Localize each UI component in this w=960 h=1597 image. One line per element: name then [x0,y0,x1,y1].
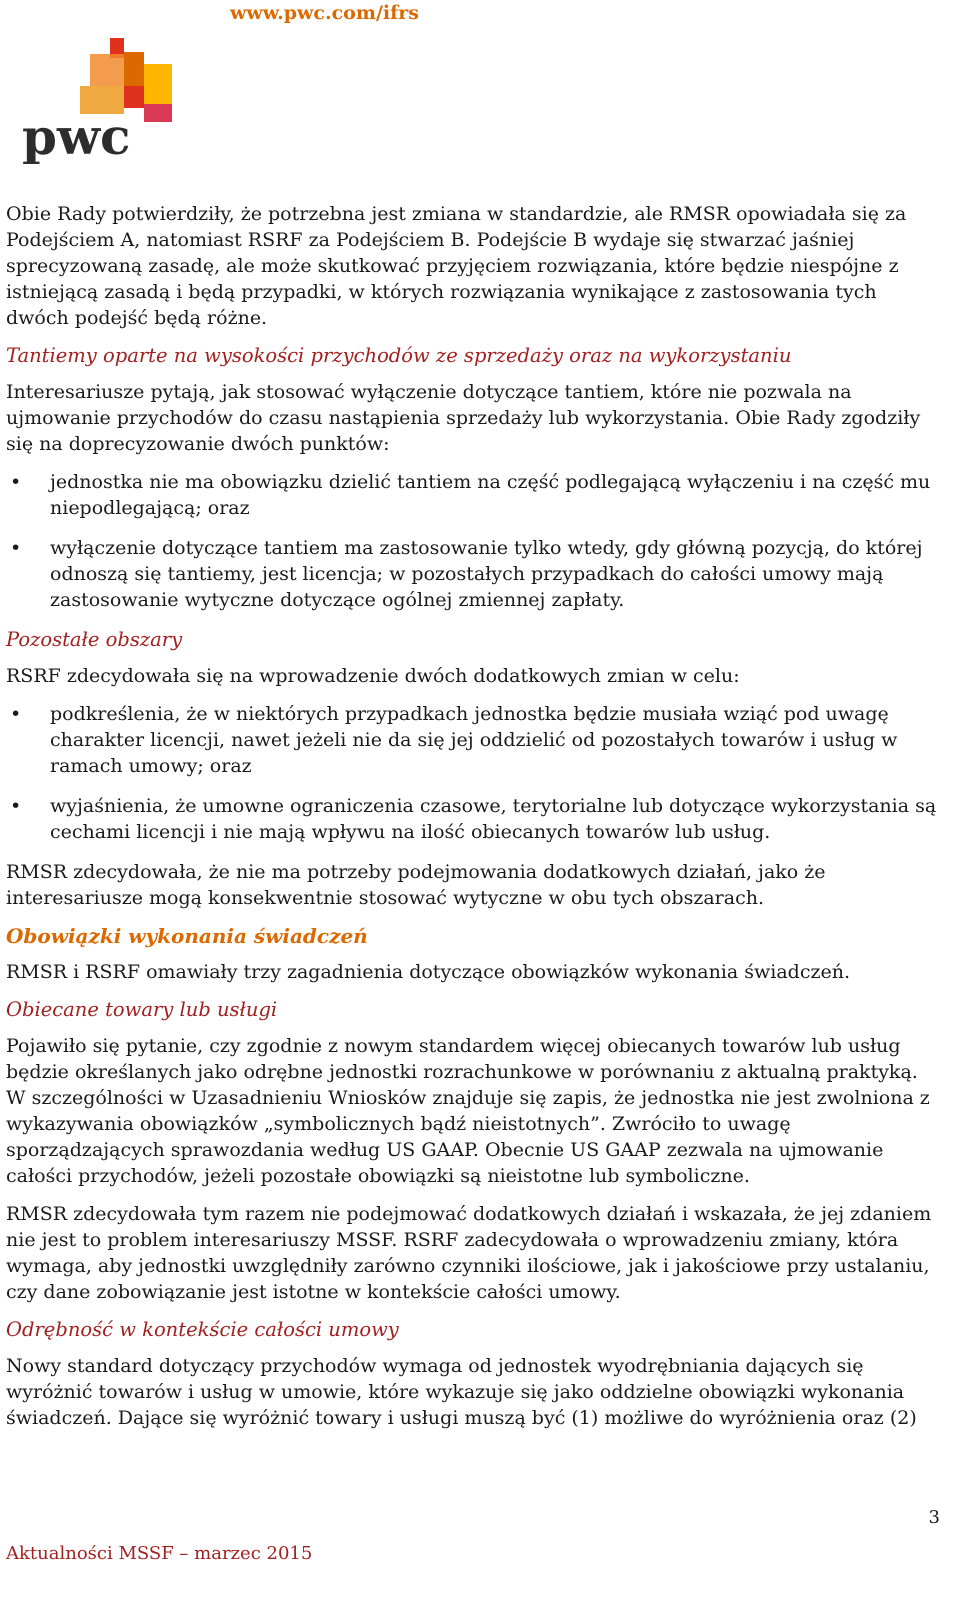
header-url[interactable]: www.pwc.com/ifrs [230,2,419,24]
list-item: • podkreślenia, że w niektórych przypadkach jednostka będzie musiała wziąć pod uwagę charakter licencji, nawet jeżeli nie da się jej oddzielić od pozostałych towarów i usług w ramach umowy; oraz [10,703,898,777]
other-paragraph: RSRF zdecydowała się na wprowadzenie dwóch dodatkowych zmian w celu: [6,665,740,687]
list-item: • jednostka nie ma obowiązku dzielić tantiem na część podlegającą wyłączeniu i na część mu niepodlegającą; oraz [10,471,931,519]
other-list [6,701,942,845]
main-content [6,201,942,1443]
heading-royalties: Tantiemy oparte na wysokości przychodów ze sprzedaży oraz na wykorzystaniu [6,344,792,367]
heading-other-areas: Pozostałe obszary [6,628,183,651]
heading-distinct: Odrębność w kontekście całości umowy [6,1318,399,1341]
royalties-paragraph: Interesariusze pytają, jak stosować wyłączenie dotyczące tantiem, które nie pozwala na ujmowanie przychodów do czasu nastąpienia sprzedaży lub wykorzystania. Obie Rady zgodziły się na doprecyzowanie dwóch punktów: [6,381,921,455]
obligations-paragraph: RMSR i RSRF omawiały trzy zagadnienia dotyczące obowiązków wykonania świadczeń. [6,961,850,983]
distinct-paragraph: Nowy standard dotyczący przychodów wymaga od jednostek wyodrębniania dających się wyróżnić towarów i usług w umowie, które wykazuje się jako oddzielne obowiązki wykonania świadczeń. Dające się wyróżnić towary i usługi muszą być (1) możliwe do wyróżnienia oraz (2) [6,1355,917,1429]
list-item: • wyłączenie dotyczące tantiem ma zastosowanie tylko wtedy, gdy główną pozycją, do której odnoszą się tantiemy, jest licencja; w pozostałych przypadkach do całości umowy mają zastosowanie wytyczne dotyczące ogólnej zmiennej zapłaty. [10,537,923,611]
svg-text:pwc: pwc [22,107,131,164]
other-closing: RMSR zdecydowała, że nie ma potrzeby podejmowania dodatkowych działań, jako że interesariusze mogą konsekwentnie stosować wytyczne w obu tych obszarach. [6,861,826,909]
promised-paragraph-1: Pojawiło się pytanie, czy zgodnie z nowym standardem więcej obiecanych towarów lub usług będzie określanych jako odrębne jednostki rozrachunkowe w porównaniu z aktualną praktyką. W szczególności w Uzasadnieniu Wniosków znajduje się zapis, że jednostka nie jest zwolniona z wykazywania obowiązków „symbolicznych bądź nieistotnych”. Zwróciło to uwagę sporządzających sprawozdania według US GAAP. Obecnie US GAAP zezwala na ujmowanie całości przychodów, jeżeli pozostałe obowiązki są nieistotne lub symboliczne. [6,1035,930,1187]
intro-paragraph: Obie Rady potwierdziły, że potrzebna jest zmiana w standardzie, ale RMSR opowiadała się za Podejściem A, natomiast RSRF za Podejściem B. Podejście B wydaje się stwarzać jaśniej sprecyzowaną zasadę, ale może skutkować przyjęciem rozwiązania, które będzie niespójne z istniejącą zasadą i będą przypadki, w których rozwiązania wynikające z zastosowania tych dwóch podejść będą różne. [6,203,907,329]
footer-title: Aktualności MSSF – marzec 2015 [6,1543,313,1564]
page-number: 3 [928,1507,940,1528]
list-item: • wyjaśnienia, że umowne ograniczenia czasowe, terytorialne lub dotyczące wykorzystania są cechami licencji i nie mają wpływu na ilość obiecanych towarów lub usług. [10,795,937,843]
heading-promised-goods: Obiecane towary lub usługi [6,998,278,1021]
royalties-list [6,469,942,613]
promised-paragraph-2: RMSR zdecydowała tym razem nie podejmować dodatkowych działań i wskazała, że jej zdaniem nie jest to problem interesariuszy MSSF. RSRF zadecydowała o wprowadzeniu zmiany, która wymaga, aby jednostki uwzględniły zarówno czynniki ilościowe, jak i jakościowe przy ustalaniu, czy dane zobowiązanie jest istotne w kontekście całości umowy. [6,1203,932,1303]
heading-obligations: Obowiązki wykonania świadczeń [6,924,368,948]
pwc-logo [20,34,180,164]
